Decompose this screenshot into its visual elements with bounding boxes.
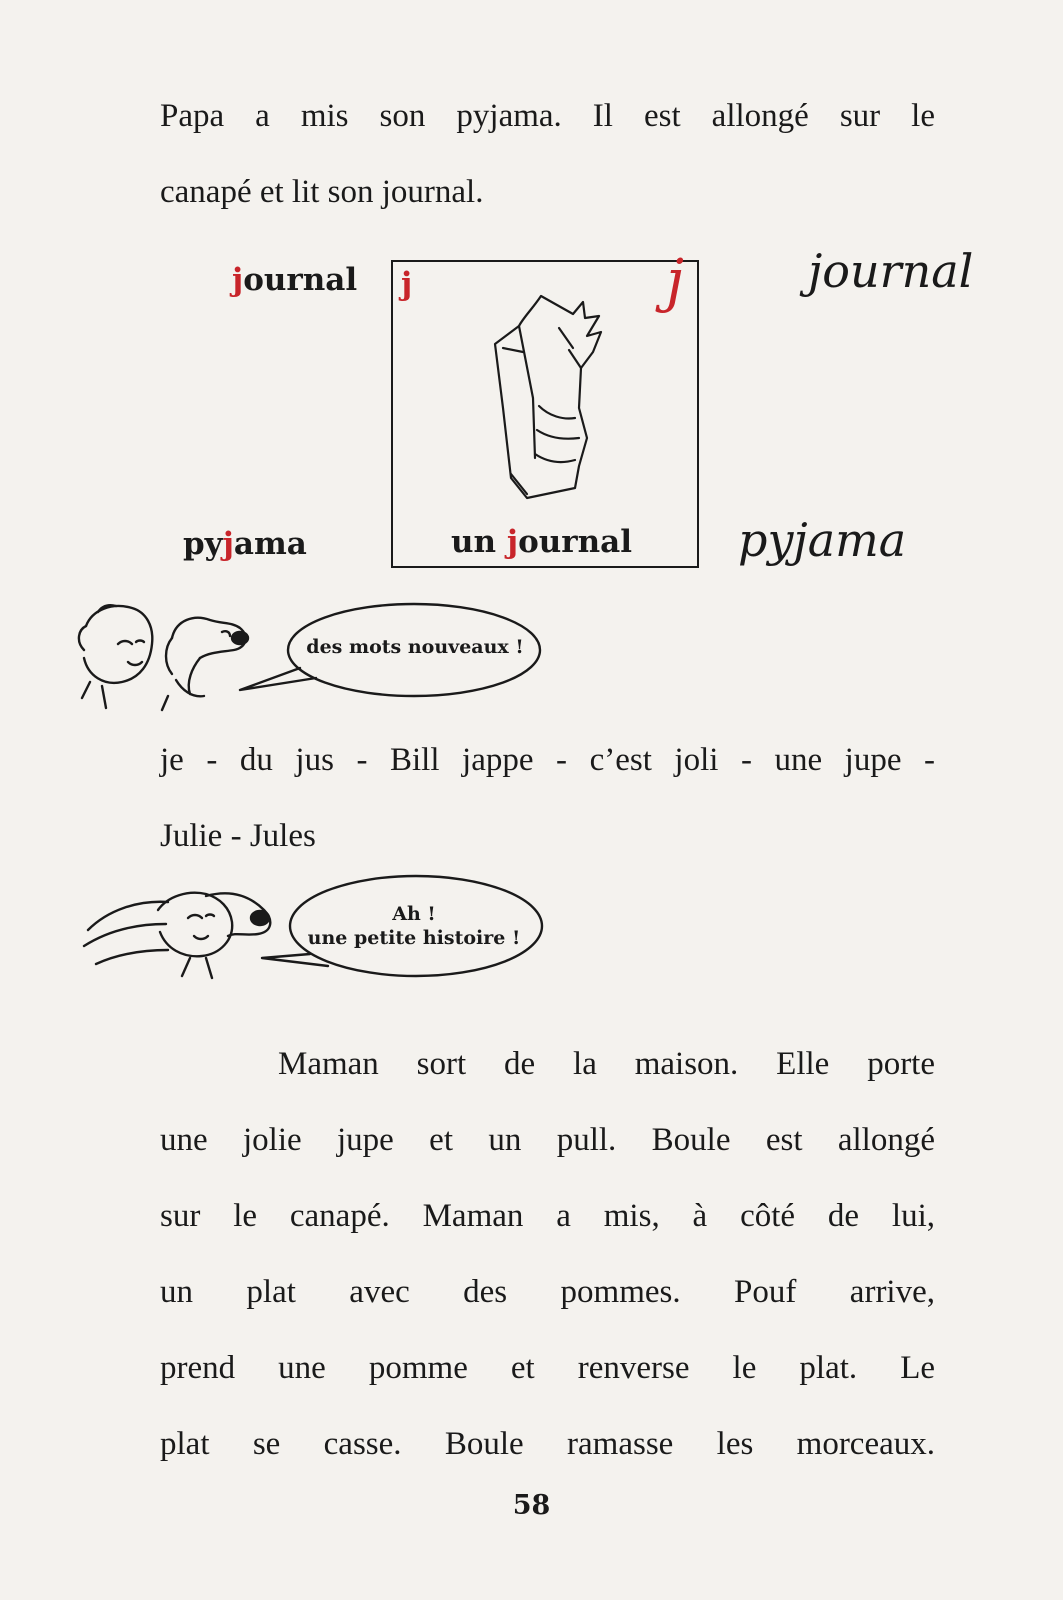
story-paragraph xyxy=(160,1026,935,1482)
intro-line: Papa a mis son pyjama. Il est allongé sur le xyxy=(160,98,935,134)
speech-bubble-story: Ah ! une petite histoire ! xyxy=(307,903,521,949)
boy-and-dog-illustration xyxy=(72,598,552,728)
box-letter: j xyxy=(401,266,413,302)
story-line: un plat avec des pommes. Pouf arrive, xyxy=(160,1274,935,1310)
story-line: sur le canapé. Maman a mis, à côté de lui, xyxy=(160,1198,935,1234)
story-line: Maman sort de la maison. Elle porte xyxy=(278,1046,935,1082)
word-journal: journal xyxy=(232,262,358,298)
story-line: prend une pomme et renverse le plat. Le xyxy=(160,1350,935,1386)
illustration-box xyxy=(391,260,699,568)
story-line: plat se casse. Boule ramasse les morceaux. xyxy=(160,1426,935,1462)
words-list xyxy=(160,722,935,874)
cursive-journal: journal xyxy=(808,244,974,298)
intro-line: canapé et lit son journal. xyxy=(160,174,484,210)
cursive-pyjama: pyjama xyxy=(738,513,907,567)
page-number: 58 xyxy=(512,1490,551,1521)
word-pyjama: pyjama xyxy=(183,526,307,562)
story-line: une jolie jupe et un pull. Boule est allongé xyxy=(160,1122,935,1158)
newspaper-icon xyxy=(483,288,623,518)
cursive-letter: j xyxy=(666,246,684,314)
box-caption: un journal xyxy=(451,524,633,560)
intro-paragraph xyxy=(160,78,935,230)
words-line: je - du jus - Bill jappe - c’est joli - une jupe - xyxy=(160,742,935,778)
words-line: Julie - Jules xyxy=(160,818,316,854)
speech-bubble-new-words: des mots nouveaux ! xyxy=(306,636,524,658)
